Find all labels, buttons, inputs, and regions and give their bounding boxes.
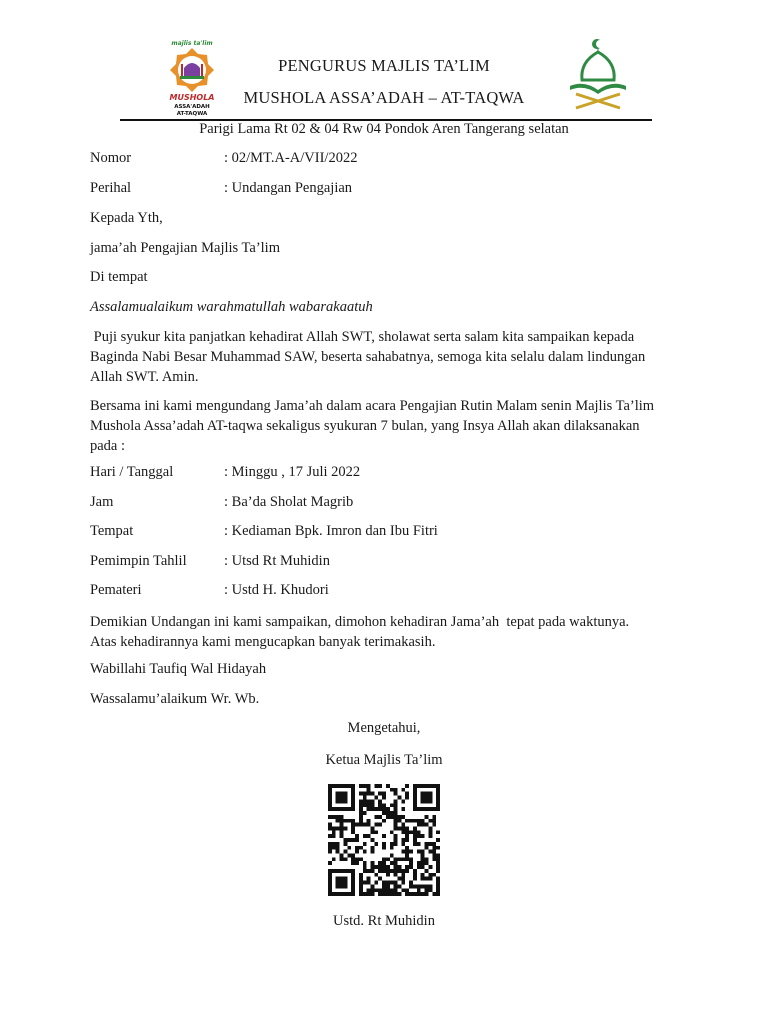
detail-value: : Minggu , 17 Juli 2022	[224, 464, 361, 480]
header-title-line1: PENGURUS MAJLIS TA’LIM	[278, 56, 490, 75]
signature-role: Ketua Majlis Ta’lim	[325, 752, 443, 768]
paragraph-closing-line: Demikian Undangan ini kami sampaikan, dimohon kehadiran Jama’ah tepat pada waktunya.	[90, 614, 630, 630]
paragraph-invitation-line: Mushola Assa’adah AT-taqwa sekaligus syukuran 7 bulan, yang Insya Allah akan dilaksanakan	[90, 418, 640, 434]
paragraph-intro-line: Puji syukur kita panjatkan kehadirat Allah SWT, sholawat serta salam kita sampaikan kepada	[90, 329, 635, 345]
perihal-label: Perihal	[90, 180, 132, 196]
detail-value: : Ba’da Sholat Magrib	[224, 494, 354, 510]
paragraph-closing	[90, 612, 690, 652]
header-title-line2: MUSHOLA ASSA’ADAH – AT-TAQWA	[243, 88, 525, 107]
detail-value: : Ustd H. Khudori	[224, 582, 329, 598]
salam-opening: Assalamualaikum warahmatullah wabarakaatuh	[90, 299, 373, 315]
header-address: Parigi Lama Rt 02 & 04 Rw 04 Pondok Aren Tangerang selatan	[199, 121, 569, 137]
detail-row-place	[90, 523, 438, 540]
nomor-label: Nomor	[90, 150, 132, 166]
detail-label: Pemateri	[90, 582, 142, 598]
nomor-row	[90, 150, 357, 167]
recipient-line1: Kepada Yth,	[90, 210, 163, 226]
logo-bottom-text-2: AT-TAQWA	[176, 111, 208, 116]
detail-label: Hari / Tanggal	[90, 464, 174, 480]
recipient-line2: jama’ah Pengajian Majlis Ta’lim	[90, 240, 280, 256]
detail-value: : Kediaman Bpk. Imron dan Ibu Fitri	[224, 523, 438, 539]
closing-wabillahi: Wabillahi Taufiq Wal Hidayah	[90, 661, 267, 677]
logo-mid-text: MUSHOLA	[169, 93, 215, 102]
logo-bottom-text-1: ASSA'ADAH	[174, 104, 210, 110]
detail-row-speaker	[90, 582, 329, 599]
logo-top-text: majlis ta'lim	[171, 40, 213, 47]
detail-label: Jam	[90, 494, 114, 510]
recipient-line3: Di tempat	[90, 269, 148, 285]
nomor-value: : 02/MT.A-A/VII/2022	[224, 150, 358, 166]
paragraph-intro-line: Allah SWT. Amin.	[90, 369, 199, 385]
signature-mengetahui: Mengetahui,	[347, 720, 421, 736]
perihal-row	[90, 180, 352, 197]
paragraph-invitation-line: Bersama ini kami mengundang Jama’ah dalam acara Pengajian Rutin Malam senin Majlis Ta’lim	[90, 398, 655, 414]
paragraph-invitation	[90, 396, 690, 456]
detail-row-time	[90, 494, 353, 511]
closing-wassalam: Wassalamu’alaikum Wr. Wb.	[90, 691, 260, 707]
detail-row-date	[90, 464, 360, 481]
detail-label: Tempat	[90, 523, 134, 539]
detail-value: : Utsd Rt Muhidin	[224, 553, 330, 569]
paragraph-closing-line: Atas kehadirannya kami mengucapkan banyak terimakasih.	[90, 634, 436, 650]
perihal-value: : Undangan Pengajian	[224, 180, 353, 196]
detail-row-tahlil	[90, 553, 330, 570]
detail-label: Pemimpin Tahlil	[90, 553, 187, 569]
paragraph-intro-line: Baginda Nabi Besar Muhammad SAW, beserta sahabatnya, semoga kita selalu dalam lindungan	[90, 349, 646, 365]
paragraph-intro	[90, 327, 690, 387]
signature-name: Ustd. Rt Muhidin	[333, 913, 435, 929]
paragraph-invitation-line: pada :	[90, 438, 126, 454]
qr-code-signature	[328, 784, 440, 896]
